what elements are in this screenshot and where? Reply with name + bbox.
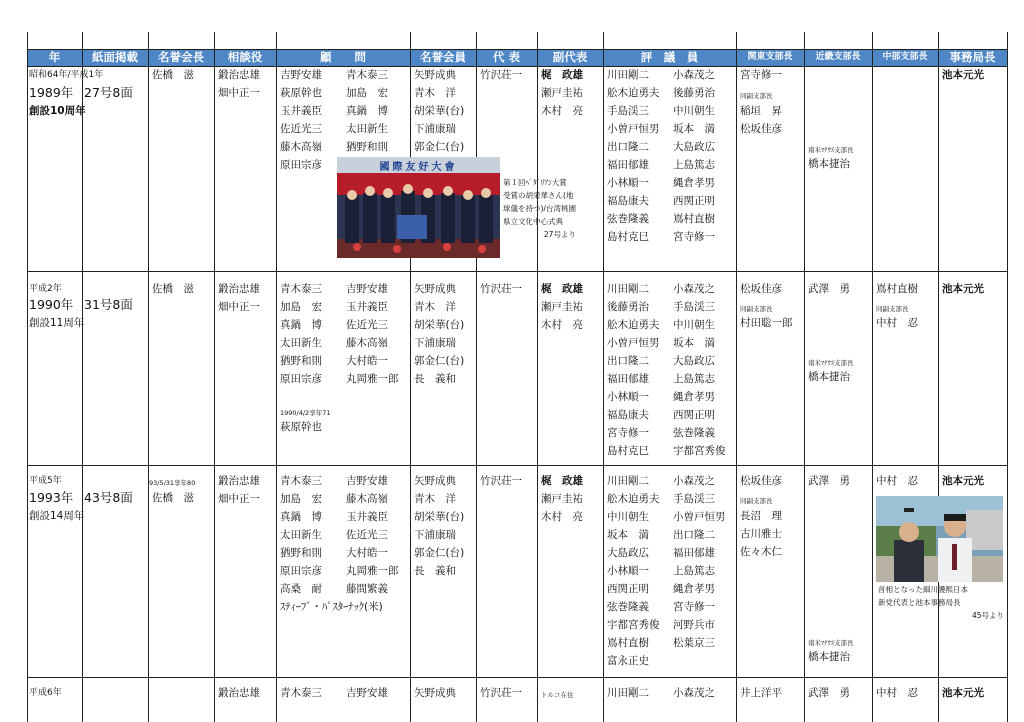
counselor-a: 青木泰三 <box>280 687 322 699</box>
list-item: 胡栄華(台) <box>414 105 465 117</box>
list-item: 大村皓一 <box>346 547 388 559</box>
list-item: 手島渓三 <box>673 301 715 313</box>
council-list-b <box>673 472 726 652</box>
list-item: 畑中正一 <box>218 87 260 99</box>
vice-note: トルコ在住 <box>541 691 574 699</box>
secretary-general: 池本元光 <box>942 283 984 295</box>
column-header: 中部支部長 <box>882 52 928 62</box>
column-header: 紙面掲載 <box>92 50 138 64</box>
list-item: 弦巻隆義 <box>607 601 649 613</box>
council-list-b <box>673 280 726 460</box>
column-rule <box>603 32 604 722</box>
list-item: 鍛治忠雄 <box>218 475 260 487</box>
list-item: 胡栄華(台) <box>414 319 465 331</box>
column-header: 関東支部長 <box>747 52 793 62</box>
list-item: 梶 政雄 <box>541 283 583 295</box>
list-item: 坂本 満 <box>607 529 649 541</box>
members-list <box>414 280 464 388</box>
adviser: 鍛治忠雄 <box>218 687 260 699</box>
list-item: 手島渓三 <box>673 493 715 505</box>
list-item: 小曽戸恒男 <box>607 123 660 135</box>
member: 矢野成典 <box>414 687 456 699</box>
caption-line: 球儀を持つ)/台湾桃園 <box>503 204 576 213</box>
list-item: 小林順一 <box>607 565 649 577</box>
row-rule <box>27 465 1007 466</box>
representative: 竹沢荘一 <box>480 283 522 295</box>
list-item: 川田剛二 <box>607 69 649 81</box>
representative: 竹沢荘一 <box>480 687 522 699</box>
anniversary-label: 創設11周年 <box>29 317 85 329</box>
kanto-vice-list <box>740 507 782 561</box>
column-rule <box>872 32 873 722</box>
list-item: 弦巻隆義 <box>673 427 715 439</box>
list-item: 縄倉孝男 <box>673 391 715 403</box>
list-item: 坂本 満 <box>673 123 715 135</box>
deceased-note: 1990/4/2享年71 <box>280 409 331 417</box>
list-item: 上島篤志 <box>673 373 715 385</box>
chubu-chief: 中村 忍 <box>876 475 918 487</box>
list-item: 原田宗彦 <box>280 159 322 171</box>
column-rule <box>804 32 805 722</box>
list-item: 佐近光三 <box>346 319 388 331</box>
list-item: 松坂佳彦 <box>740 123 782 135</box>
list-item: 鍛治忠雄 <box>218 69 260 81</box>
list-item: 玉井義臣 <box>346 511 388 523</box>
caption-line: 首相となった細川護熙日本 <box>878 585 968 594</box>
list-item: 玉井義臣 <box>280 105 322 117</box>
list-item: 梶 政雄 <box>541 69 583 81</box>
list-item: 縄倉孝男 <box>673 583 715 595</box>
column-rule <box>476 32 477 722</box>
list-item: 古川雅士 <box>740 528 782 540</box>
list-item: 太田新生 <box>280 337 322 349</box>
honorary-chair: 佐橋 滋 <box>152 492 194 504</box>
column-header: 代 表 <box>492 50 520 64</box>
column-header: 名誉会員 <box>420 50 466 64</box>
list-item: 青木 洋 <box>414 493 456 505</box>
column-rule <box>410 32 411 722</box>
photo-caption <box>878 583 1004 622</box>
counselors-list-a <box>280 472 322 598</box>
list-item: 縄倉孝男 <box>673 177 715 189</box>
column-header: 年 <box>48 50 61 64</box>
list-item: 宮寺修一 <box>607 427 649 439</box>
secretary-general: 池本元光 <box>942 687 984 699</box>
council-list-a <box>607 66 660 246</box>
representative: 竹沢荘一 <box>480 69 522 81</box>
list-item: 上島篤志 <box>673 159 715 171</box>
honorary-chair: 佐橋 滋 <box>152 283 194 295</box>
anniversary-label: 創設10周年 <box>29 105 86 117</box>
representative: 竹沢荘一 <box>480 475 522 487</box>
list-item: 郭金仁(台) <box>414 547 465 559</box>
list-item: 宮寺修一 <box>673 231 715 243</box>
caption-line: 27号より <box>543 230 576 239</box>
list-item: 矢野成典 <box>414 69 456 81</box>
list-item: 畑中正一 <box>218 493 260 505</box>
issue-label: 43号8面 <box>84 490 133 505</box>
list-item: 後藤勇治 <box>673 87 715 99</box>
chubu-chief: 中村 忍 <box>876 687 918 699</box>
list-item: 梶 政雄 <box>541 475 583 487</box>
chair-note: 93/5/31享年80 <box>149 479 196 487</box>
list-item: 藤間繁義 <box>346 583 388 595</box>
list-item: 小林順一 <box>607 177 649 189</box>
kinki-chief: 橋本捷治 <box>808 651 850 663</box>
caption-line: 第１回ﾍﾟﾀﾞﾘｱﾝ大賞 <box>503 178 567 187</box>
list-item: 鍛治忠雄 <box>218 283 260 295</box>
chubu-note: 同副支部長 <box>876 305 909 313</box>
list-item: 松葉京三 <box>673 637 715 649</box>
counselors-list-a <box>280 66 322 174</box>
year-label: 1993年 <box>29 490 74 505</box>
honorary-chair: 佐橋 滋 <box>152 69 194 81</box>
column-rule <box>537 32 538 722</box>
list-item: 稲垣 昇 <box>740 105 782 117</box>
list-item: 川田剛二 <box>607 283 649 295</box>
list-item: 青木 洋 <box>414 87 456 99</box>
list-item: 長沼 理 <box>740 510 782 522</box>
list-item: 宇都宮秀俊 <box>673 445 726 457</box>
list-item: 嶌村直樹 <box>607 637 649 649</box>
kinki-chief: 橋本捷治 <box>808 158 850 170</box>
list-item: 福田郁雄 <box>607 159 649 171</box>
caption-line: 受賞の胡栄華さん(地 <box>503 191 574 200</box>
kinki-chief: 橋本捷治 <box>808 371 850 383</box>
list-item: 中川朝生 <box>607 511 649 523</box>
list-item: 佐近光三 <box>280 123 322 135</box>
kanto-note: 同副支部長 <box>740 497 773 505</box>
deceased-name: 萩原幹也 <box>280 421 322 433</box>
column-header: 顧 問 <box>320 50 366 64</box>
column-rule <box>214 32 215 722</box>
issue-label: 31号8面 <box>84 297 133 312</box>
ceremony-photo <box>337 157 500 258</box>
list-item: 木村 亮 <box>541 105 583 117</box>
secretary-general: 池本元光 <box>942 475 984 487</box>
list-item: 福島康夫 <box>607 409 649 421</box>
list-item: 萩原幹也 <box>280 87 322 99</box>
row-rule <box>27 271 1007 272</box>
banner-text: 國際友好大會 <box>379 162 458 173</box>
advisers-list <box>218 472 260 508</box>
vice-list <box>541 280 583 334</box>
list-item: 青木泰三 <box>280 283 322 295</box>
list-item: 舩木迫勇夫 <box>607 87 660 99</box>
era-label: 平成2年 <box>29 284 62 294</box>
column-header: 相談役 <box>227 50 263 64</box>
list-item: 吉野安雄 <box>280 69 322 81</box>
list-item: 丸岡雅一郎 <box>346 565 399 577</box>
list-item: 大島政広 <box>673 355 715 367</box>
list-item: 長 義和 <box>414 565 456 577</box>
advisers-list <box>218 66 260 102</box>
kanto-vice: 村田聡一郎 <box>740 317 793 329</box>
list-item: 嶌村直樹 <box>673 213 715 225</box>
chubu-chief: 嶌村直樹 <box>876 283 918 295</box>
kinki-chief-top: 武澤 勇 <box>808 687 850 699</box>
caption-line: 新党代表と池本事務局長 <box>878 598 961 607</box>
list-item: 瀬戸圭祐 <box>541 493 583 505</box>
era-label: 平成6年 <box>29 688 62 698</box>
list-item: 後藤勇治 <box>607 301 649 313</box>
list-item: 原田宗彦 <box>280 373 322 385</box>
kinki-note: 南米ﾏﾅｳｽ支部長 <box>808 359 854 367</box>
list-item: 青木 洋 <box>414 301 456 313</box>
caption-line: 県立文化中心式典 <box>503 217 563 226</box>
list-item: 西関正明 <box>673 195 715 207</box>
council-list-b <box>673 66 715 246</box>
year-label: 1989年 <box>29 85 74 100</box>
list-item: 太田新生 <box>346 123 388 135</box>
list-item: 真鍋 博 <box>346 105 388 117</box>
row-rule <box>27 49 1007 50</box>
list-item: 真鍋 博 <box>280 319 322 331</box>
counselors-list-b <box>346 66 388 156</box>
list-item: 猶野和則 <box>280 355 322 367</box>
list-item: 弦巻隆義 <box>607 213 649 225</box>
vice-list <box>541 66 583 120</box>
list-item: 西関正明 <box>673 409 715 421</box>
kanto-chief: 宮寺修一 <box>740 69 782 81</box>
council-b: 小森茂之 <box>673 687 715 699</box>
column-header: 名誉会長 <box>158 50 204 64</box>
list-item: 小森茂之 <box>673 283 715 295</box>
era-label: 平成5年 <box>29 476 62 486</box>
list-item: 宇都宮秀俊 <box>607 619 660 631</box>
list-item: 猶野和則 <box>280 547 322 559</box>
issue-label: 27号8面 <box>84 85 133 100</box>
list-item: 太田新生 <box>280 529 322 541</box>
list-item: 原田宗彦 <box>280 565 322 577</box>
list-item: 島村克巳 <box>607 445 649 457</box>
list-item: 矢野成典 <box>414 283 456 295</box>
kanto-note: 同副支部長 <box>740 92 773 100</box>
portrait-photo <box>876 496 1003 582</box>
list-item: 瀬戸圭祐 <box>541 301 583 313</box>
kinki-note: 南米ﾏﾅｳｽ支部長 <box>808 639 854 647</box>
column-header: 評 議 員 <box>640 50 699 64</box>
members-list <box>414 472 464 580</box>
kanto-chief: 井上洋平 <box>740 687 782 699</box>
kinki-chief-top: 武澤 勇 <box>808 475 850 487</box>
list-item: 木村 亮 <box>541 511 583 523</box>
list-item: 舩木迫勇夫 <box>607 319 660 331</box>
list-item: 木村 亮 <box>541 319 583 331</box>
column-rule <box>27 32 28 722</box>
kanto-chief: 松坂佳彦 <box>740 475 782 487</box>
list-item: 坂本 満 <box>673 337 715 349</box>
list-item: 高桑 耐 <box>280 583 322 595</box>
list-item: 川田剛二 <box>607 475 649 487</box>
counselor-foreign: ｽﾃｨｰﾌﾞ・ﾊﾟｽﾀｰﾅｯｸ(米) <box>280 601 383 613</box>
list-item: 河野兵市 <box>673 619 715 631</box>
list-item: 胡栄華(台) <box>414 511 465 523</box>
list-item: 小森茂之 <box>673 475 715 487</box>
list-item: 西関正明 <box>607 583 649 595</box>
list-item: 吉野安雄 <box>346 475 388 487</box>
list-item: 出口隆二 <box>607 355 649 367</box>
chubu-vice: 中村 忍 <box>876 317 918 329</box>
list-item: 加島 宏 <box>346 87 388 99</box>
list-item: 下浦康瑞 <box>414 123 456 135</box>
column-header: 事務局長 <box>949 50 996 64</box>
list-item: 大島政広 <box>673 141 715 153</box>
era-label: 昭和64年/平成1年 <box>29 70 104 80</box>
kinki-chief-top: 武澤 勇 <box>808 283 850 295</box>
list-item: 出口隆二 <box>607 141 649 153</box>
advisers-list <box>218 280 260 316</box>
list-item: 佐近光三 <box>346 529 388 541</box>
counselors-list-b <box>346 472 399 598</box>
list-item: 小林順一 <box>607 391 649 403</box>
list-item: 下浦康瑞 <box>414 337 456 349</box>
list-item: 加島 宏 <box>280 301 322 313</box>
list-item: 藤木高嶺 <box>346 337 388 349</box>
column-header: 副代表 <box>552 50 588 64</box>
list-item: 畑中正一 <box>218 301 260 313</box>
counselors-list-b <box>346 280 399 388</box>
list-item: 下浦康瑞 <box>414 529 456 541</box>
counselors-list-a <box>280 280 322 388</box>
list-item: 福田郁雄 <box>673 547 715 559</box>
counselor-b: 吉野安雄 <box>346 687 388 699</box>
list-item: 小曽戸恒男 <box>673 511 726 523</box>
list-item: 中川朝生 <box>673 105 715 117</box>
list-item: 舩木迫勇夫 <box>607 493 660 505</box>
list-item: 真鍋 博 <box>280 511 322 523</box>
council-a: 川田剛二 <box>607 687 649 699</box>
list-item: 富永正史 <box>607 655 649 667</box>
column-rule <box>1007 32 1008 722</box>
secretary-general: 池本元光 <box>942 69 984 81</box>
list-item: 佐々木仁 <box>740 546 782 558</box>
vice-list <box>541 472 583 526</box>
list-item: 丸岡雅一郎 <box>346 373 399 385</box>
kinki-note: 南米ﾏﾅｳｽ支部長 <box>808 146 854 154</box>
list-item: 吉野安雄 <box>346 283 388 295</box>
list-item: 加島 宏 <box>280 493 322 505</box>
council-list-a <box>607 280 660 460</box>
list-item: 青木泰三 <box>346 69 388 81</box>
list-item: 手島渓三 <box>607 105 649 117</box>
caption-line: 45号より <box>971 611 1004 620</box>
column-rule <box>148 32 149 722</box>
photo-caption <box>503 176 576 241</box>
list-item: 島村克巳 <box>607 231 649 243</box>
list-item: 玉井義臣 <box>346 301 388 313</box>
year-label: 1990年 <box>29 297 74 312</box>
list-item: 大島政広 <box>607 547 649 559</box>
list-item: 出口隆二 <box>673 529 715 541</box>
kanto-chief: 松坂佳彦 <box>740 283 782 295</box>
row-rule <box>27 677 1007 678</box>
list-item: 猶野和則 <box>346 141 388 153</box>
list-item: 青木泰三 <box>280 475 322 487</box>
column-rule <box>736 32 737 722</box>
list-item: 郭金仁(台) <box>414 355 465 367</box>
list-item: 宮寺修一 <box>673 601 715 613</box>
column-rule <box>82 32 83 722</box>
list-item: 小曽戸恒男 <box>607 337 660 349</box>
list-item: 長 義和 <box>414 373 456 385</box>
kanto-vice-list <box>740 102 782 138</box>
council-list-a <box>607 472 660 670</box>
anniversary-label: 創設14周年 <box>29 510 85 522</box>
list-item: 矢野成典 <box>414 475 456 487</box>
kanto-note: 同副支部長 <box>740 305 773 313</box>
members-list <box>414 66 464 156</box>
list-item: 藤木高嶺 <box>280 141 322 153</box>
list-item: 郭金仁(台) <box>414 141 465 153</box>
list-item: 福島康夫 <box>607 195 649 207</box>
list-item: 瀬戸圭祐 <box>541 87 583 99</box>
list-item: 小森茂之 <box>673 69 715 81</box>
column-rule <box>276 32 277 722</box>
list-item: 大村皓一 <box>346 355 388 367</box>
list-item: 中川朝生 <box>673 319 715 331</box>
list-item: 上島篤志 <box>673 565 715 577</box>
list-item: 藤木高嶺 <box>346 493 388 505</box>
column-header: 近畿支部長 <box>815 52 861 62</box>
list-item: 福田郁雄 <box>607 373 649 385</box>
